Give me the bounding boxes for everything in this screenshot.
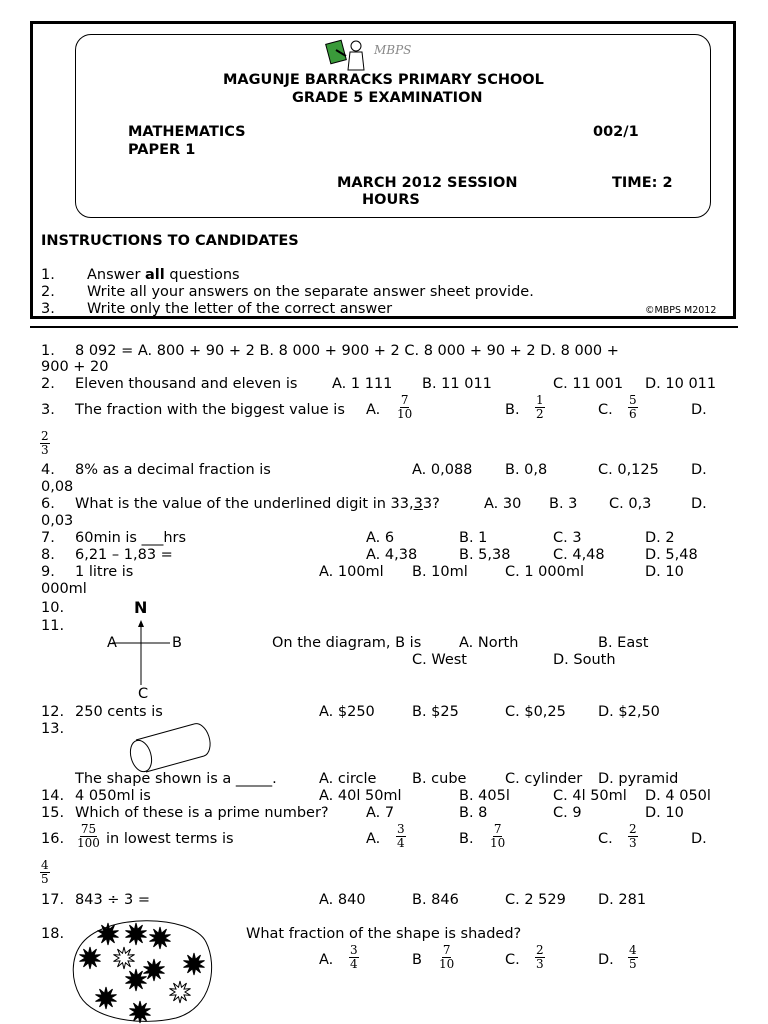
option-d: D. bbox=[691, 402, 707, 418]
question-text: Eleven thousand and eleven is bbox=[75, 376, 298, 392]
question-number: 9. bbox=[41, 564, 55, 580]
compass-b-label: B bbox=[172, 635, 182, 651]
option-a: A. 840 bbox=[319, 892, 366, 908]
option-d: D. bbox=[691, 462, 707, 478]
fraction: $\frac{4}{5}$ bbox=[41, 858, 49, 886]
option-d: D. 2 bbox=[645, 530, 675, 546]
compass-a-label: A bbox=[107, 635, 117, 651]
cylinder-shape bbox=[118, 720, 210, 776]
option-c: C. 11 001 bbox=[553, 376, 624, 392]
option-d: D. $2,50 bbox=[598, 704, 660, 720]
question-number: 18. bbox=[41, 926, 65, 942]
fraction: $\frac{7}{10}$ bbox=[397, 393, 413, 421]
question-text: 8% as a decimal fraction is bbox=[75, 462, 271, 478]
question-text: The shape shown is a _____. bbox=[75, 771, 277, 787]
school-name: MAGUNJE BARRACKS PRIMARY SCHOOL bbox=[223, 72, 544, 88]
question-number: 11. bbox=[41, 618, 65, 634]
question-number: 4. bbox=[41, 462, 55, 478]
option-d: D. 10 bbox=[645, 805, 684, 821]
option-d: D. 10 011 bbox=[645, 376, 717, 392]
question-text: On the diagram, B is bbox=[272, 635, 422, 651]
option-a: A. 6 bbox=[366, 530, 395, 546]
exam-title: GRADE 5 EXAMINATION bbox=[292, 90, 483, 106]
option-a: A. bbox=[366, 831, 381, 847]
option-d: D. South bbox=[553, 652, 616, 668]
question-text: Which of these is a prime number? bbox=[75, 805, 329, 821]
session: MARCH 2012 SESSION bbox=[337, 175, 518, 191]
question-number: 3. bbox=[41, 402, 55, 418]
question-text: 6,21 – 1,83 = bbox=[75, 547, 173, 563]
subject: MATHEMATICS bbox=[128, 124, 246, 140]
option-b: B. 11 011 bbox=[422, 376, 492, 392]
option-c: C. 4l 50ml bbox=[553, 788, 627, 804]
instruction-num: 1. bbox=[41, 267, 55, 283]
question-text: The fraction with the biggest value is bbox=[75, 402, 345, 418]
option-d: D. 5,48 bbox=[645, 547, 698, 563]
question-number: 17. bbox=[41, 892, 65, 908]
question-number: 7. bbox=[41, 530, 55, 546]
option-a: A. bbox=[319, 952, 334, 968]
fraction: $\frac{3}{4}$ bbox=[397, 822, 405, 850]
option-c: C. bbox=[598, 402, 613, 418]
option-b: B. 0,8 bbox=[505, 462, 548, 478]
svg-text:MBPS: MBPS bbox=[374, 43, 412, 57]
option-a: A. circle bbox=[319, 771, 377, 787]
time-label: TIME: 2 bbox=[612, 175, 673, 191]
question-text: 843 ÷ 3 = bbox=[75, 892, 151, 908]
option-c: C. $0,25 bbox=[505, 704, 566, 720]
option-c: C. 0,125 bbox=[598, 462, 659, 478]
compass-c-label: C bbox=[138, 686, 149, 702]
question-text: What is the value of the underlined digit in 33,33? bbox=[75, 496, 440, 512]
fraction: $\frac{5}{6}$ bbox=[629, 393, 637, 421]
option-c: C. 2 529 bbox=[505, 892, 566, 908]
question-number: 6. bbox=[41, 496, 55, 512]
option-b: B. East bbox=[598, 635, 649, 651]
instruction-item: Write all your answers on the separate answer sheet provide. bbox=[87, 284, 534, 300]
fraction: $\frac{7}{10}$ bbox=[439, 943, 455, 971]
fraction: $\frac{2}{3}$ bbox=[629, 822, 637, 850]
question-number: 14. bbox=[41, 788, 65, 804]
question-number: 13. bbox=[41, 721, 65, 737]
question-text: 4 050ml is bbox=[75, 788, 151, 804]
option-c: C. 9 bbox=[553, 805, 582, 821]
option-d: D. 10 bbox=[645, 564, 684, 580]
option-b: B. 3 bbox=[549, 496, 578, 512]
question-number: 12. bbox=[41, 704, 65, 720]
option-d: D. bbox=[691, 831, 707, 847]
option-b: B. $25 bbox=[412, 704, 459, 720]
option-c: C. 1 000ml bbox=[505, 564, 585, 580]
option-a: A. 7 bbox=[366, 805, 395, 821]
option-d: D. 281 bbox=[598, 892, 647, 908]
underlined-digit: 3 bbox=[413, 496, 423, 512]
option-c: C. West bbox=[412, 652, 467, 668]
question-text: What fraction of the shape is shaded? bbox=[246, 926, 522, 942]
fraction: $\frac{4}{5}$ bbox=[629, 943, 637, 971]
compass-n-label: N bbox=[134, 598, 148, 617]
option-b: B. bbox=[505, 402, 520, 418]
option-d-wrap: 000ml bbox=[41, 581, 87, 597]
option-a: A. 4,38 bbox=[366, 547, 418, 563]
fraction: $\frac{1}{2}$ bbox=[536, 393, 544, 421]
option-b: B. 5,38 bbox=[459, 547, 511, 563]
instruction-item: Write only the letter of the correct answer bbox=[87, 301, 393, 317]
option-a: A. bbox=[366, 402, 381, 418]
option-c: C. bbox=[505, 952, 520, 968]
instruction-num: 3. bbox=[41, 301, 55, 317]
option-b: B. cube bbox=[412, 771, 467, 787]
option-a: A. North bbox=[459, 635, 519, 651]
option-a: A. $250 bbox=[319, 704, 375, 720]
question-number: 2. bbox=[41, 376, 55, 392]
option-b: B. 8 bbox=[459, 805, 488, 821]
option-a: A. 100ml bbox=[319, 564, 384, 580]
fraction: $\frac{75}{100}$ bbox=[77, 822, 100, 850]
option-a: A. 30 bbox=[484, 496, 522, 512]
fraction: $\frac{2}{3}$ bbox=[536, 943, 544, 971]
question-text: 900 + 20 bbox=[41, 359, 109, 375]
question-number: 8. bbox=[41, 547, 55, 563]
question-number: 16. bbox=[41, 831, 65, 847]
paper-number: PAPER 1 bbox=[128, 142, 196, 158]
copyright: ©MBPS M2012 bbox=[645, 305, 717, 316]
option-b: B. 10ml bbox=[412, 564, 468, 580]
shaded-stars-shape bbox=[72, 916, 214, 1022]
option-b: B. 846 bbox=[412, 892, 459, 908]
option-d: D. bbox=[691, 496, 707, 512]
paper-code: 002/1 bbox=[593, 124, 639, 140]
fraction: $\frac{3}{4}$ bbox=[350, 943, 358, 971]
option-c: C. 3 bbox=[553, 530, 582, 546]
option-d: D. bbox=[598, 952, 614, 968]
option-d-wrap: 0,08 bbox=[41, 479, 74, 495]
instruction-item: Answer all questions bbox=[87, 267, 240, 283]
option-b: B. 1 bbox=[459, 530, 488, 546]
option-d-wrap: 0,03 bbox=[41, 513, 74, 529]
fraction: $\frac{2}{3}$ bbox=[41, 429, 49, 457]
time-unit: HOURS bbox=[362, 192, 420, 208]
question-text: 8 092 = A. 800 + 90 + 2 B. 8 000 + 900 + 2 C. 8 000 + 90 + 2 D. 8 000 + bbox=[75, 343, 619, 359]
option-b: B. 405l bbox=[459, 788, 510, 804]
option-a: A. 40l 50ml bbox=[319, 788, 402, 804]
question-text: 1 litre is bbox=[75, 564, 134, 580]
question-number: 15. bbox=[41, 805, 65, 821]
option-a: A. 0,088 bbox=[412, 462, 473, 478]
option-c: C. 4,48 bbox=[553, 547, 605, 563]
question-text: 250 cents is bbox=[75, 704, 163, 720]
divider bbox=[30, 326, 738, 328]
instruction-num: 2. bbox=[41, 284, 55, 300]
question-number: 1. bbox=[41, 343, 55, 359]
option-a: A. 1 111 bbox=[332, 376, 393, 392]
option-b: B bbox=[412, 952, 422, 968]
option-c: C. bbox=[598, 831, 613, 847]
instructions-title: INSTRUCTIONS TO CANDIDATES bbox=[41, 233, 299, 249]
fraction: $\frac{7}{10}$ bbox=[490, 822, 506, 850]
option-c: C. cylinder bbox=[505, 771, 583, 787]
option-d: D. pyramid bbox=[598, 771, 679, 787]
option-d: D. 4 050l bbox=[645, 788, 711, 804]
question-text: 60min is ___hrs bbox=[75, 530, 187, 546]
question-number: 10. bbox=[41, 600, 65, 616]
option-b: B. bbox=[459, 831, 474, 847]
option-c: C. 0,3 bbox=[609, 496, 652, 512]
question-text: in lowest terms is bbox=[106, 831, 234, 847]
